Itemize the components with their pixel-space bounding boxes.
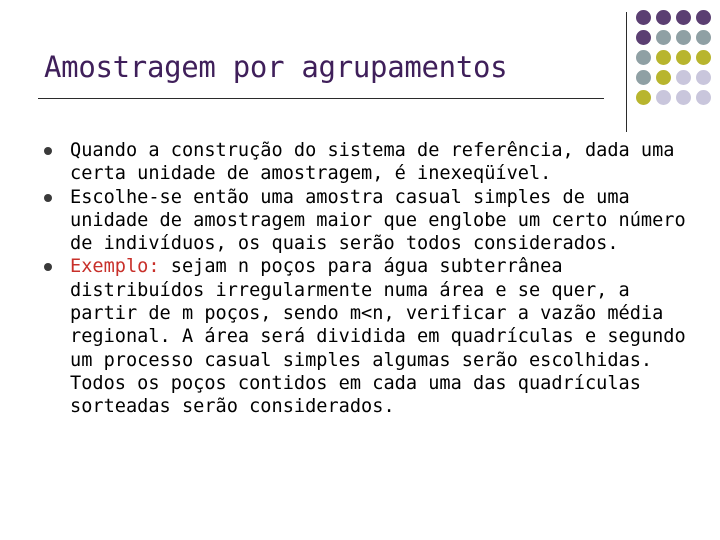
decorative-dot bbox=[636, 10, 651, 25]
bullet-dot-icon bbox=[44, 263, 52, 271]
bullet-text: Escolhe-se então uma amostra casual simples de uma unidade de amostragem maior que englobe um certo número de indivíduos, os quais serão todos considerados. bbox=[70, 186, 686, 255]
bullet-text: sejam n poços para água subterrânea distribuídos irregularmente numa área e se quer, a partir de m poços, sendo m<n, verificar a vazão média regional. A área será dividida em quadrículas e segundo um processo casual simples algumas serão escolhidas. Todos os poços contidos em cada uma das quadrículas sorteadas serão considerados. bbox=[70, 256, 686, 418]
example-label: Exemplo: bbox=[70, 256, 160, 278]
decorative-dot bbox=[676, 90, 691, 105]
bullet-list bbox=[44, 139, 704, 419]
bullet-text: Quando a construção do sistema de referência, dada uma certa unidade de amostragem, é inexeqüível. bbox=[70, 140, 675, 185]
decorative-dot bbox=[656, 90, 671, 105]
decorative-dot bbox=[636, 70, 651, 85]
decorative-dot bbox=[656, 10, 671, 25]
bullet-item bbox=[44, 255, 704, 418]
decorative-dot bbox=[676, 70, 691, 85]
decorative-dot bbox=[676, 50, 691, 65]
decorative-dot bbox=[696, 10, 711, 25]
decorative-dot bbox=[656, 30, 671, 45]
decorative-dot bbox=[696, 90, 711, 105]
decorative-dot bbox=[636, 90, 651, 105]
bullet-dot-icon bbox=[44, 194, 52, 202]
vertical-divider bbox=[626, 12, 627, 132]
decorative-dot bbox=[656, 70, 671, 85]
decorative-dot bbox=[656, 50, 671, 65]
decorative-dot bbox=[636, 30, 651, 45]
decorative-dot bbox=[696, 50, 711, 65]
bullet-item bbox=[44, 186, 704, 256]
decorative-dot bbox=[696, 30, 711, 45]
decorative-dot bbox=[676, 30, 691, 45]
bullet-dot-icon bbox=[44, 147, 52, 155]
bullet-item bbox=[44, 139, 704, 186]
title-underline bbox=[38, 98, 604, 99]
decorative-dot bbox=[636, 50, 651, 65]
slide-title: Amostragem por agrupamentos bbox=[44, 50, 508, 84]
decorative-dot bbox=[676, 10, 691, 25]
decorative-dot bbox=[696, 70, 711, 85]
